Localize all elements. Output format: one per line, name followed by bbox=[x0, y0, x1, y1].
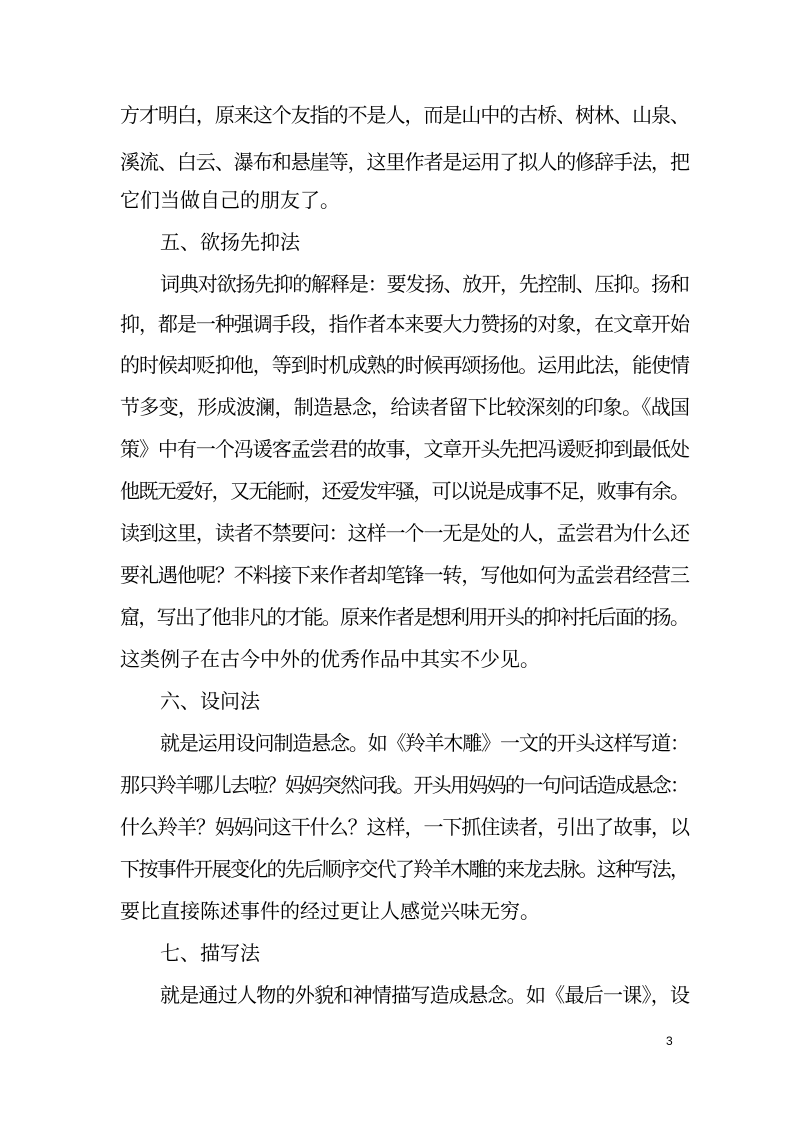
page-number: 3 bbox=[666, 1034, 673, 1048]
paragraph-line: 节多变，形成波澜，制造悬念，给读者留下比较深刻的印象。《战国 bbox=[120, 395, 690, 419]
paragraph-line: 要比直接陈述事件的经过更让人感觉兴味无穷。 bbox=[120, 899, 540, 923]
paragraph-line: 窟，写出了他非凡的才能。原来作者是想利用开头的抑衬托后面的扬。 bbox=[120, 605, 689, 629]
paragraph-line: 就是运用设问制造悬念。如《羚羊木雕》一文的开头这样写道： bbox=[160, 731, 689, 755]
paragraph-line: 溪流、白云、瀑布和悬崖等，这里作者是运用了拟人的修辞手法，把 bbox=[120, 150, 689, 174]
section-heading: 七、描写法 bbox=[160, 941, 260, 965]
section-heading: 六、设问法 bbox=[160, 689, 260, 713]
paragraph-line: 词典对欲扬先抑的解释是：要发扬、放开，先控制、压抑。扬和 bbox=[160, 272, 689, 296]
paragraph-line: 下按事件开展变化的先后顺序交代了羚羊木雕的来龙去脉。这种写法， bbox=[120, 857, 689, 881]
paragraph-line: 什么羚羊？妈妈问这干什么？这样，一下抓住读者，引出了故事，以 bbox=[120, 815, 689, 839]
paragraph-line: 他既无爱好，又无能耐，还爱发牢骚，可以说是成事不足，败事有余。 bbox=[120, 479, 689, 503]
paragraph-line: 那只羚羊哪儿去啦？妈妈突然问我。开头用妈妈的一句问话造成悬念： bbox=[120, 773, 689, 797]
paragraph-line: 读到这里，读者不禁要问：这样一个一无是处的人，孟尝君为什么还 bbox=[120, 521, 689, 545]
paragraph-line: 它们当做自己的朋友了。 bbox=[120, 188, 340, 212]
paragraph-line: 的时候却贬抑他，等到时机成熟的时候再颂扬他。运用此法，能使情 bbox=[120, 353, 689, 377]
paragraph-line: 这类例子在古今中外的优秀作品中其实不少见。 bbox=[120, 647, 540, 671]
paragraph-line: 方才明白，原来这个友指的不是人，而是山中的古桥、树林、山泉、 bbox=[120, 103, 689, 127]
section-heading: 五、欲扬先抑法 bbox=[160, 230, 300, 254]
paragraph-line: 策》中有一个冯谖客孟尝君的故事，文章开头先把冯谖贬抑到最低处 bbox=[120, 437, 689, 461]
paragraph-line: 抑，都是一种强调手段，指作者本来要大力赞扬的对象，在文章开始 bbox=[120, 312, 689, 336]
paragraph-line: 要礼遇他呢？不料接下来作者却笔锋一转，写他如何为孟尝君经营三 bbox=[120, 563, 689, 587]
paragraph-line: 就是通过人物的外貌和神情描写造成悬念。如《最后一课》，设 bbox=[160, 983, 690, 1007]
